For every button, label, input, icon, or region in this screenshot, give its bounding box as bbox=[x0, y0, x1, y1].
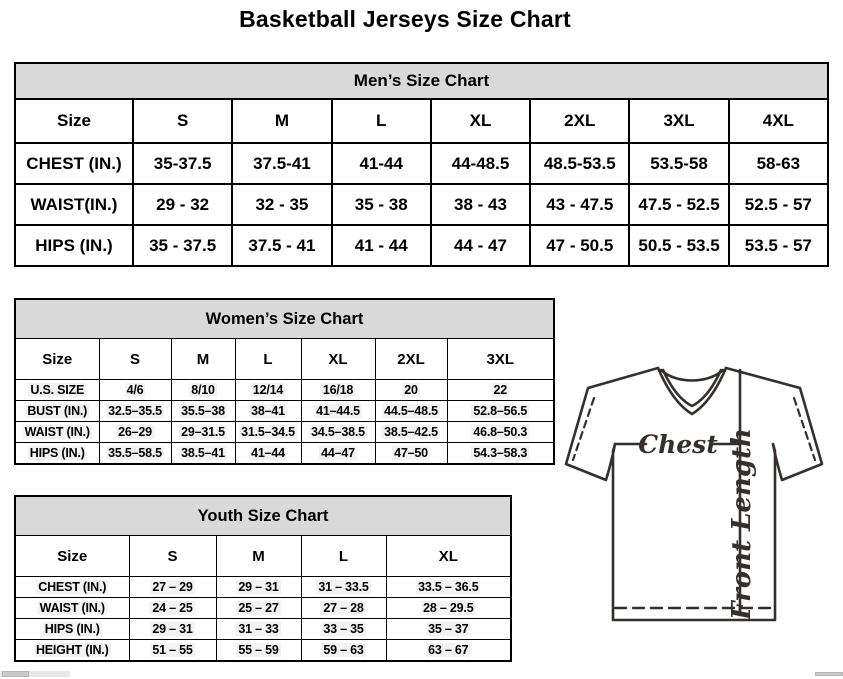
table-row bbox=[15, 184, 828, 225]
womens-size-chart-table bbox=[14, 298, 553, 465]
size-value: 29 – 31 bbox=[152, 622, 193, 636]
size-value: 27 – 29 bbox=[152, 580, 193, 594]
column-header: M bbox=[216, 536, 301, 577]
size-value-cell bbox=[332, 143, 431, 184]
men-chart-title: Men’s Size Chart bbox=[15, 63, 828, 99]
horizontal-scrollbar-thumb-left[interactable] bbox=[2, 671, 29, 677]
size-value-cell bbox=[447, 401, 554, 422]
size-value-cell bbox=[301, 401, 375, 422]
size-value-cell bbox=[171, 443, 235, 465]
size-value-cell bbox=[530, 225, 629, 266]
size-value: 35 - 37.5 bbox=[149, 235, 217, 255]
size-value: 16/18 bbox=[322, 383, 354, 397]
size-value: 58-63 bbox=[756, 153, 801, 173]
size-value-cell bbox=[232, 225, 331, 266]
jersey-diagram bbox=[558, 356, 834, 630]
table-row bbox=[15, 422, 554, 443]
row-label-text: U.S. SIZE bbox=[30, 383, 85, 397]
size-value-cell bbox=[301, 619, 386, 640]
size-value: 44-48.5 bbox=[451, 153, 510, 173]
size-value-cell bbox=[301, 422, 375, 443]
table-row bbox=[15, 496, 511, 536]
row-label bbox=[15, 143, 133, 184]
size-value: 27 – 28 bbox=[323, 601, 364, 615]
row-label bbox=[15, 598, 129, 619]
size-value: 35.5–38 bbox=[181, 404, 225, 418]
size-value: 47.5 - 52.5 bbox=[638, 194, 720, 214]
size-value-cell bbox=[530, 184, 629, 225]
row-label-text: CHEST (IN.) bbox=[26, 153, 122, 173]
column-header: M bbox=[232, 99, 331, 143]
row-label-text: HEIGHT (IN.) bbox=[35, 643, 109, 657]
row-label bbox=[15, 640, 129, 662]
row-label bbox=[15, 401, 99, 422]
size-value: 51 – 55 bbox=[152, 643, 193, 657]
row-label-text: HIPS (IN.) bbox=[35, 235, 113, 255]
size-value: 47–50 bbox=[394, 446, 428, 460]
page-title: Basketball Jerseys Size Chart bbox=[239, 6, 571, 32]
size-value: 48.5-53.5 bbox=[543, 153, 616, 173]
column-header: Size bbox=[15, 536, 129, 577]
size-value-cell bbox=[232, 143, 331, 184]
size-value: 24 – 25 bbox=[152, 601, 193, 615]
size-value-cell bbox=[375, 380, 447, 401]
size-value: 4/6 bbox=[126, 383, 144, 397]
size-value-cell bbox=[216, 619, 301, 640]
size-value-cell bbox=[171, 422, 235, 443]
size-value-cell bbox=[232, 184, 331, 225]
row-label-text: HIPS (IN.) bbox=[44, 622, 100, 636]
jersey-collar-inner bbox=[663, 370, 721, 406]
table-row bbox=[15, 640, 511, 662]
size-value: 50.5 - 53.5 bbox=[638, 235, 720, 255]
size-value: 26–29 bbox=[118, 425, 152, 439]
size-value-cell bbox=[332, 225, 431, 266]
size-value-cell bbox=[629, 143, 728, 184]
size-value: 41-44 bbox=[359, 153, 403, 173]
row-label-text: WAIST (IN.) bbox=[24, 425, 90, 439]
size-value: 47 - 50.5 bbox=[546, 235, 614, 255]
size-value: 52.8–56.5 bbox=[473, 404, 528, 418]
size-value: 52.5 - 57 bbox=[744, 194, 812, 214]
size-value-cell bbox=[447, 443, 554, 465]
size-value-cell bbox=[447, 422, 554, 443]
size-value: 33.5 – 36.5 bbox=[418, 580, 479, 594]
column-header: XL bbox=[301, 339, 375, 380]
row-label-text: HIPS (IN.) bbox=[29, 446, 85, 460]
size-value: 54.3–58.3 bbox=[473, 446, 528, 460]
table-row bbox=[15, 401, 554, 422]
column-header: XL bbox=[386, 536, 511, 577]
size-value-cell bbox=[99, 443, 171, 465]
size-value-cell bbox=[235, 401, 301, 422]
size-value-cell bbox=[171, 401, 235, 422]
horizontal-scrollbar-thumb-right[interactable] bbox=[815, 672, 843, 676]
chest-label: Chest bbox=[638, 430, 718, 459]
table-row bbox=[15, 143, 828, 184]
row-label-text: CHEST (IN.) bbox=[38, 580, 107, 594]
size-value: 38 - 43 bbox=[454, 194, 507, 214]
size-value: 63 – 67 bbox=[428, 643, 469, 657]
youth-chart-title: Youth Size Chart bbox=[15, 496, 511, 536]
size-value-cell bbox=[235, 443, 301, 465]
size-value-cell bbox=[729, 184, 828, 225]
size-value-cell bbox=[133, 143, 232, 184]
table-row bbox=[15, 536, 511, 577]
size-value-cell bbox=[216, 640, 301, 662]
size-value-cell bbox=[301, 640, 386, 662]
size-value: 32.5–35.5 bbox=[108, 404, 162, 418]
size-value: 37.5-41 bbox=[253, 153, 311, 173]
size-value-cell bbox=[629, 225, 728, 266]
women-chart-title: Women’s Size Chart bbox=[15, 299, 554, 339]
row-label bbox=[15, 380, 99, 401]
size-value: 46.8–50.3 bbox=[473, 425, 528, 439]
size-value-cell bbox=[99, 422, 171, 443]
row-label bbox=[15, 443, 99, 465]
column-header: 2XL bbox=[530, 99, 629, 143]
size-value-cell bbox=[171, 380, 235, 401]
size-value: 20 bbox=[404, 383, 418, 397]
row-label bbox=[15, 184, 133, 225]
size-value-cell bbox=[431, 184, 530, 225]
front-length-label: Front Length bbox=[727, 428, 757, 620]
column-header: M bbox=[171, 339, 235, 380]
size-value: 44.5–48.5 bbox=[384, 404, 438, 418]
size-value-cell bbox=[447, 380, 554, 401]
size-value-cell bbox=[301, 598, 386, 619]
size-value: 34.5–38.5 bbox=[311, 425, 365, 439]
men-table bbox=[14, 62, 829, 267]
size-value-cell bbox=[386, 598, 511, 619]
column-header: S bbox=[129, 536, 216, 577]
table-row bbox=[15, 299, 554, 339]
size-value-cell bbox=[129, 640, 216, 662]
size-value-cell bbox=[301, 577, 386, 598]
column-header: 3XL bbox=[447, 339, 554, 380]
size-value: 59 – 63 bbox=[323, 643, 364, 657]
size-value-cell bbox=[332, 184, 431, 225]
size-value: 31 – 33 bbox=[238, 622, 279, 636]
size-value: 38.5–42.5 bbox=[384, 425, 438, 439]
size-value-cell bbox=[301, 380, 375, 401]
size-value: 35.5–58.5 bbox=[108, 446, 162, 460]
size-value: 55 – 59 bbox=[238, 643, 279, 657]
size-value-cell bbox=[301, 443, 375, 465]
youth-size-chart-table bbox=[14, 495, 510, 662]
column-header: L bbox=[235, 339, 301, 380]
mens-size-chart-table bbox=[14, 62, 829, 267]
size-value: 38–41 bbox=[251, 404, 285, 418]
column-header: 3XL bbox=[629, 99, 728, 143]
size-value: 32 - 35 bbox=[255, 194, 309, 214]
size-value: 31.5–34.5 bbox=[241, 425, 295, 439]
size-value-cell bbox=[133, 225, 232, 266]
row-label-text: WAIST (IN.) bbox=[39, 601, 105, 615]
size-value: 12/14 bbox=[252, 383, 284, 397]
row-label-text: WAIST(IN.) bbox=[30, 194, 118, 214]
size-value-cell bbox=[530, 143, 629, 184]
size-value-cell bbox=[235, 380, 301, 401]
size-value-cell bbox=[729, 225, 828, 266]
size-value: 8/10 bbox=[191, 383, 215, 397]
size-value: 44–47 bbox=[321, 446, 355, 460]
size-value: 33 – 35 bbox=[323, 622, 364, 636]
column-header: S bbox=[133, 99, 232, 143]
size-value-cell bbox=[129, 598, 216, 619]
size-value-cell bbox=[235, 422, 301, 443]
column-header: 2XL bbox=[375, 339, 447, 380]
table-row bbox=[15, 63, 828, 99]
table-row bbox=[15, 577, 511, 598]
size-value: 41 - 44 bbox=[354, 235, 408, 255]
size-value-cell bbox=[729, 143, 828, 184]
size-value-cell bbox=[133, 184, 232, 225]
row-label bbox=[15, 422, 99, 443]
table-row bbox=[15, 99, 828, 143]
row-label bbox=[15, 619, 129, 640]
size-value-cell bbox=[129, 577, 216, 598]
size-value-cell bbox=[216, 577, 301, 598]
column-header: Size bbox=[15, 99, 133, 143]
size-value: 31 – 33.5 bbox=[318, 580, 369, 594]
size-value: 37.5 - 41 bbox=[248, 235, 316, 255]
size-value: 41–44.5 bbox=[316, 404, 360, 418]
size-value-cell bbox=[386, 640, 511, 662]
table-row bbox=[15, 619, 511, 640]
size-value-cell bbox=[375, 443, 447, 465]
youth-table bbox=[14, 495, 512, 662]
size-value: 29 – 31 bbox=[238, 580, 279, 594]
women-table bbox=[14, 298, 555, 465]
row-label-text: BUST (IN.) bbox=[27, 404, 88, 418]
size-value-cell bbox=[375, 401, 447, 422]
size-value: 53.5-58 bbox=[650, 153, 708, 173]
table-row bbox=[15, 339, 554, 380]
size-value-cell bbox=[386, 577, 511, 598]
table-row bbox=[15, 225, 828, 266]
column-header: L bbox=[332, 99, 431, 143]
column-header: Size bbox=[15, 339, 99, 380]
size-value: 35-37.5 bbox=[153, 153, 212, 173]
jersey-collar-back bbox=[661, 370, 723, 381]
size-value-cell bbox=[386, 619, 511, 640]
table-row bbox=[15, 443, 554, 465]
size-value-cell bbox=[129, 619, 216, 640]
size-value-cell bbox=[216, 598, 301, 619]
table-row bbox=[15, 380, 554, 401]
size-value: 41–44 bbox=[251, 446, 285, 460]
size-value-cell bbox=[99, 380, 171, 401]
table-row bbox=[15, 598, 511, 619]
row-label bbox=[15, 225, 133, 266]
size-value-cell bbox=[431, 143, 530, 184]
size-value: 43 - 47.5 bbox=[546, 194, 614, 214]
size-value: 35 - 38 bbox=[354, 194, 408, 214]
size-value-cell bbox=[375, 422, 447, 443]
size-value: 25 – 27 bbox=[238, 601, 279, 615]
size-value-cell bbox=[629, 184, 728, 225]
column-header: 4XL bbox=[729, 99, 828, 143]
size-value-cell bbox=[431, 225, 530, 266]
size-value: 22 bbox=[493, 383, 508, 397]
size-value-cell bbox=[99, 401, 171, 422]
size-value: 44 - 47 bbox=[454, 235, 507, 255]
column-header: XL bbox=[431, 99, 530, 143]
row-label bbox=[15, 577, 129, 598]
size-value: 38.5–41 bbox=[181, 446, 225, 460]
size-value: 29–31.5 bbox=[181, 425, 225, 439]
size-value: 29 - 32 bbox=[156, 194, 210, 214]
size-value: 53.5 - 57 bbox=[744, 235, 812, 255]
size-value: 35 – 37 bbox=[428, 622, 469, 636]
size-value: 28 – 29.5 bbox=[423, 601, 474, 615]
column-header: S bbox=[99, 339, 171, 380]
column-header: L bbox=[301, 536, 386, 577]
